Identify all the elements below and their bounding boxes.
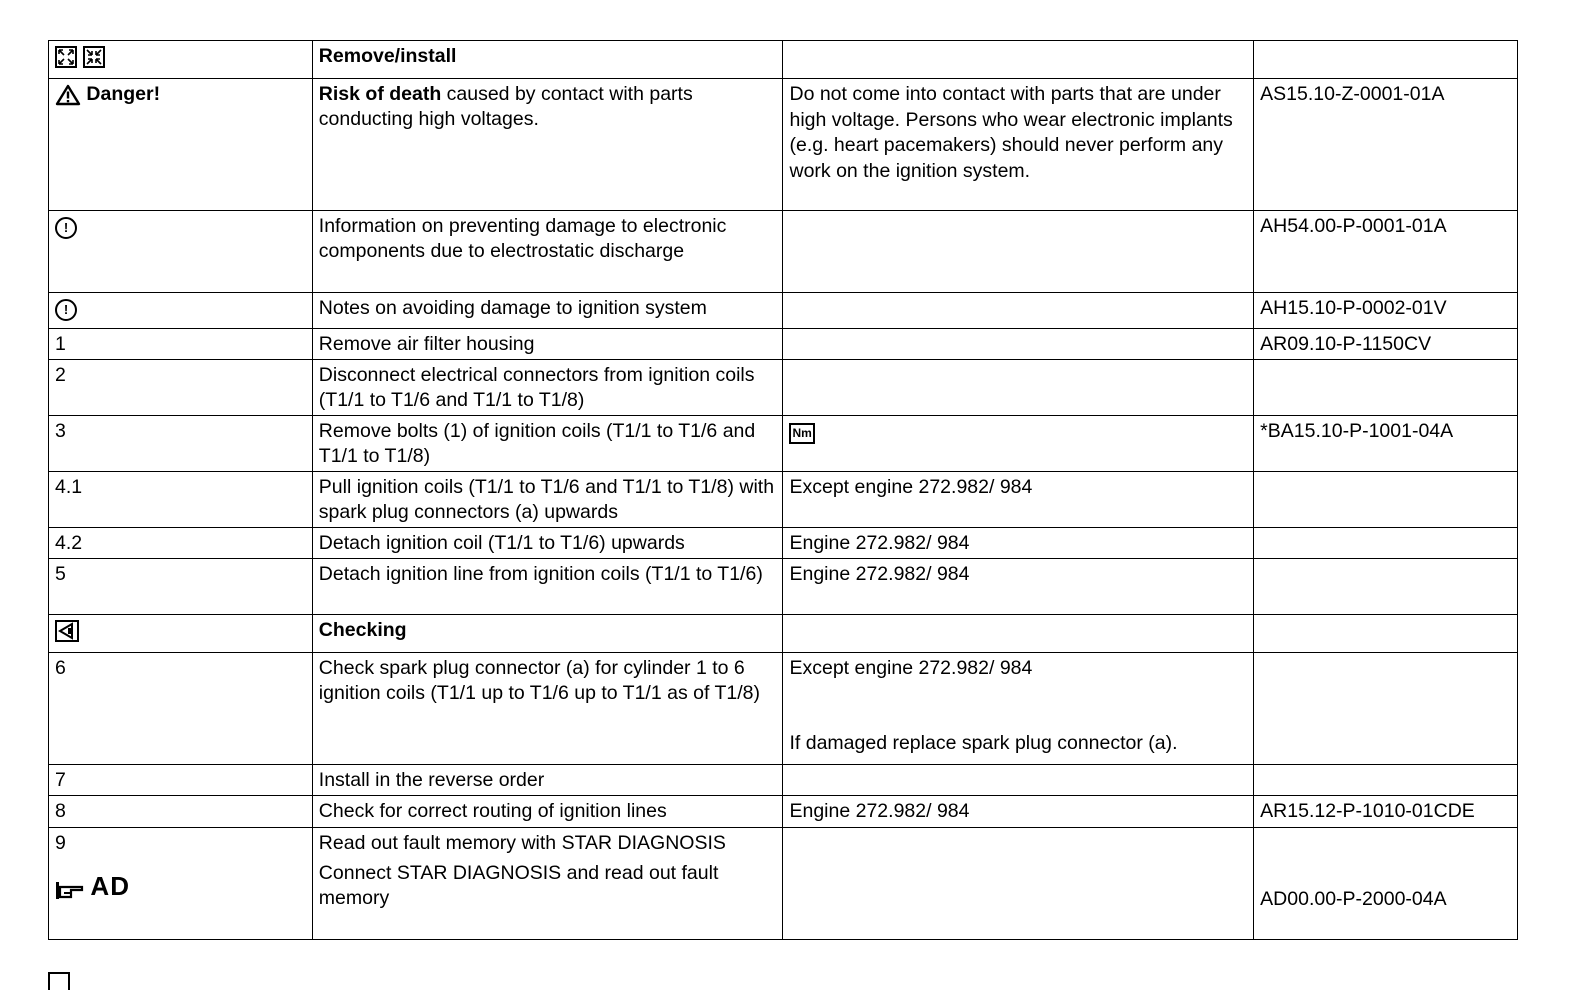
danger-label: Danger! <box>86 83 161 105</box>
step-text: Read out fault memory with STAR DIAGNOSIS <box>318 832 726 854</box>
step-ref <box>1254 472 1518 528</box>
table-row-step <box>49 796 1518 828</box>
section-title: Remove/install <box>318 45 457 67</box>
step-9-cell <box>49 828 313 940</box>
step-ref <box>1254 653 1518 765</box>
danger-measure: Do not come into contact with parts that are under high voltage. Persons who wear electronic implants (e.g. heart pacemakers) should never perform any work on the ignition system. <box>783 79 1254 211</box>
risk-text: caused by contact with parts conducting high voltages. <box>318 83 693 130</box>
checking-title: Checking <box>318 619 407 641</box>
table-row-step <box>49 416 1518 472</box>
step-text: Check spark plug connector (a) for cylinder 1 to 6 ignition coils (T1/1 up to T1/6 up to T1/1 as of T1/8) <box>312 653 783 765</box>
danger-cell <box>49 79 313 211</box>
risk-bold: Risk of death <box>318 83 442 105</box>
table-row-danger <box>49 79 1518 211</box>
page-continuation-mark <box>48 972 70 990</box>
step-number: 3 <box>49 416 313 472</box>
step-note-line: If damaged replace spark plug connector (a). <box>789 732 1178 754</box>
step-ref <box>1254 765 1518 796</box>
table-row-step <box>49 653 1518 765</box>
step-ref: AD00.00-P-2000-04A <box>1260 888 1447 910</box>
step-note: Engine 272.982/ 984 <box>783 559 1254 615</box>
step-number: 4.1 <box>49 472 313 528</box>
table-row-step <box>49 765 1518 796</box>
table-row-step <box>49 329 1518 360</box>
step-note <box>783 360 1254 416</box>
step-ref <box>1254 360 1518 416</box>
step-text: Check for correct routing of ignition lines <box>312 796 783 828</box>
step-number: 5 <box>49 559 313 615</box>
step-9-ref <box>1254 828 1518 940</box>
danger-ref: AS15.10-Z-0001-01A <box>1254 79 1518 211</box>
step-number: 6 <box>49 653 313 765</box>
step-number: 7 <box>49 765 313 796</box>
step-note <box>783 765 1254 796</box>
step-ref: AR09.10-P-1150CV <box>1254 329 1518 360</box>
torque-icon: Nm <box>789 423 814 444</box>
step-text: Disconnect electrical connectors from ignition coils (T1/1 to T1/6 and T1/1 to T1/8) <box>312 360 783 416</box>
step-note: Except engine 272.982/ 984 <box>783 472 1254 528</box>
step-ref <box>1254 528 1518 559</box>
step-ref: *BA15.10-P-1001-04A <box>1254 416 1518 472</box>
note-ref: AH15.10-P-0002-01V <box>1254 293 1518 329</box>
table-row-note <box>49 211 1518 293</box>
step-9-text <box>312 828 783 940</box>
table-row-checking <box>49 615 1518 653</box>
danger-risk <box>312 79 783 211</box>
pointing-hand-icon <box>55 879 85 901</box>
warning-triangle-icon <box>55 84 81 106</box>
step-number: 2 <box>49 360 313 416</box>
note-text: Notes on avoiding damage to ignition system <box>312 293 783 329</box>
note-ref: AH54.00-P-0001-01A <box>1254 211 1518 293</box>
step-text: Detach ignition coil (T1/1 to T1/6) upwards <box>312 528 783 559</box>
note-text: Information on preventing damage to electronic components due to electrostatic discharge <box>312 211 783 293</box>
step-number: 1 <box>49 329 313 360</box>
step-number: 9 <box>55 832 66 854</box>
step-note: Engine 272.982/ 984 <box>783 528 1254 559</box>
table-row-step <box>49 472 1518 528</box>
note-icon: ! <box>55 299 77 321</box>
ad-label: AD <box>90 871 130 901</box>
install-icon <box>83 46 105 68</box>
table-row-note <box>49 293 1518 329</box>
step-text: Pull ignition coils (T1/1 to T1/6 and T1/1 to T1/8) with spark plug connectors (a) upwards <box>312 472 783 528</box>
note-icon: ! <box>55 217 77 239</box>
remove-install-symbols <box>49 41 313 79</box>
step-text: Install in the reverse order <box>312 765 783 796</box>
table-row-step <box>49 360 1518 416</box>
step-note <box>783 653 1254 765</box>
step-note <box>783 329 1254 360</box>
step-text: Remove air filter housing <box>312 329 783 360</box>
step-number: 4.2 <box>49 528 313 559</box>
step-number: 8 <box>49 796 313 828</box>
step-text: Detach ignition line from ignition coils (T1/1 to T1/6) <box>312 559 783 615</box>
checking-icon <box>55 620 79 642</box>
step-text: Remove bolts (1) of ignition coils (T1/1 to T1/6 and T1/1 to T1/8) <box>312 416 783 472</box>
step-ref <box>1254 559 1518 615</box>
table-row-step <box>49 559 1518 615</box>
remove-icon <box>55 46 77 68</box>
step-note: Engine 272.982/ 984 <box>783 796 1254 828</box>
step-ref: AR15.12-P-1010-01CDE <box>1254 796 1518 828</box>
step-text: Connect STAR DIAGNOSIS and read out fault memory <box>318 862 719 909</box>
procedure-table <box>48 40 1518 940</box>
step-note-line: Except engine 272.982/ 984 <box>789 657 1033 679</box>
table-row-step <box>49 828 1518 940</box>
table-row-step <box>49 528 1518 559</box>
table-row-header <box>49 41 1518 79</box>
